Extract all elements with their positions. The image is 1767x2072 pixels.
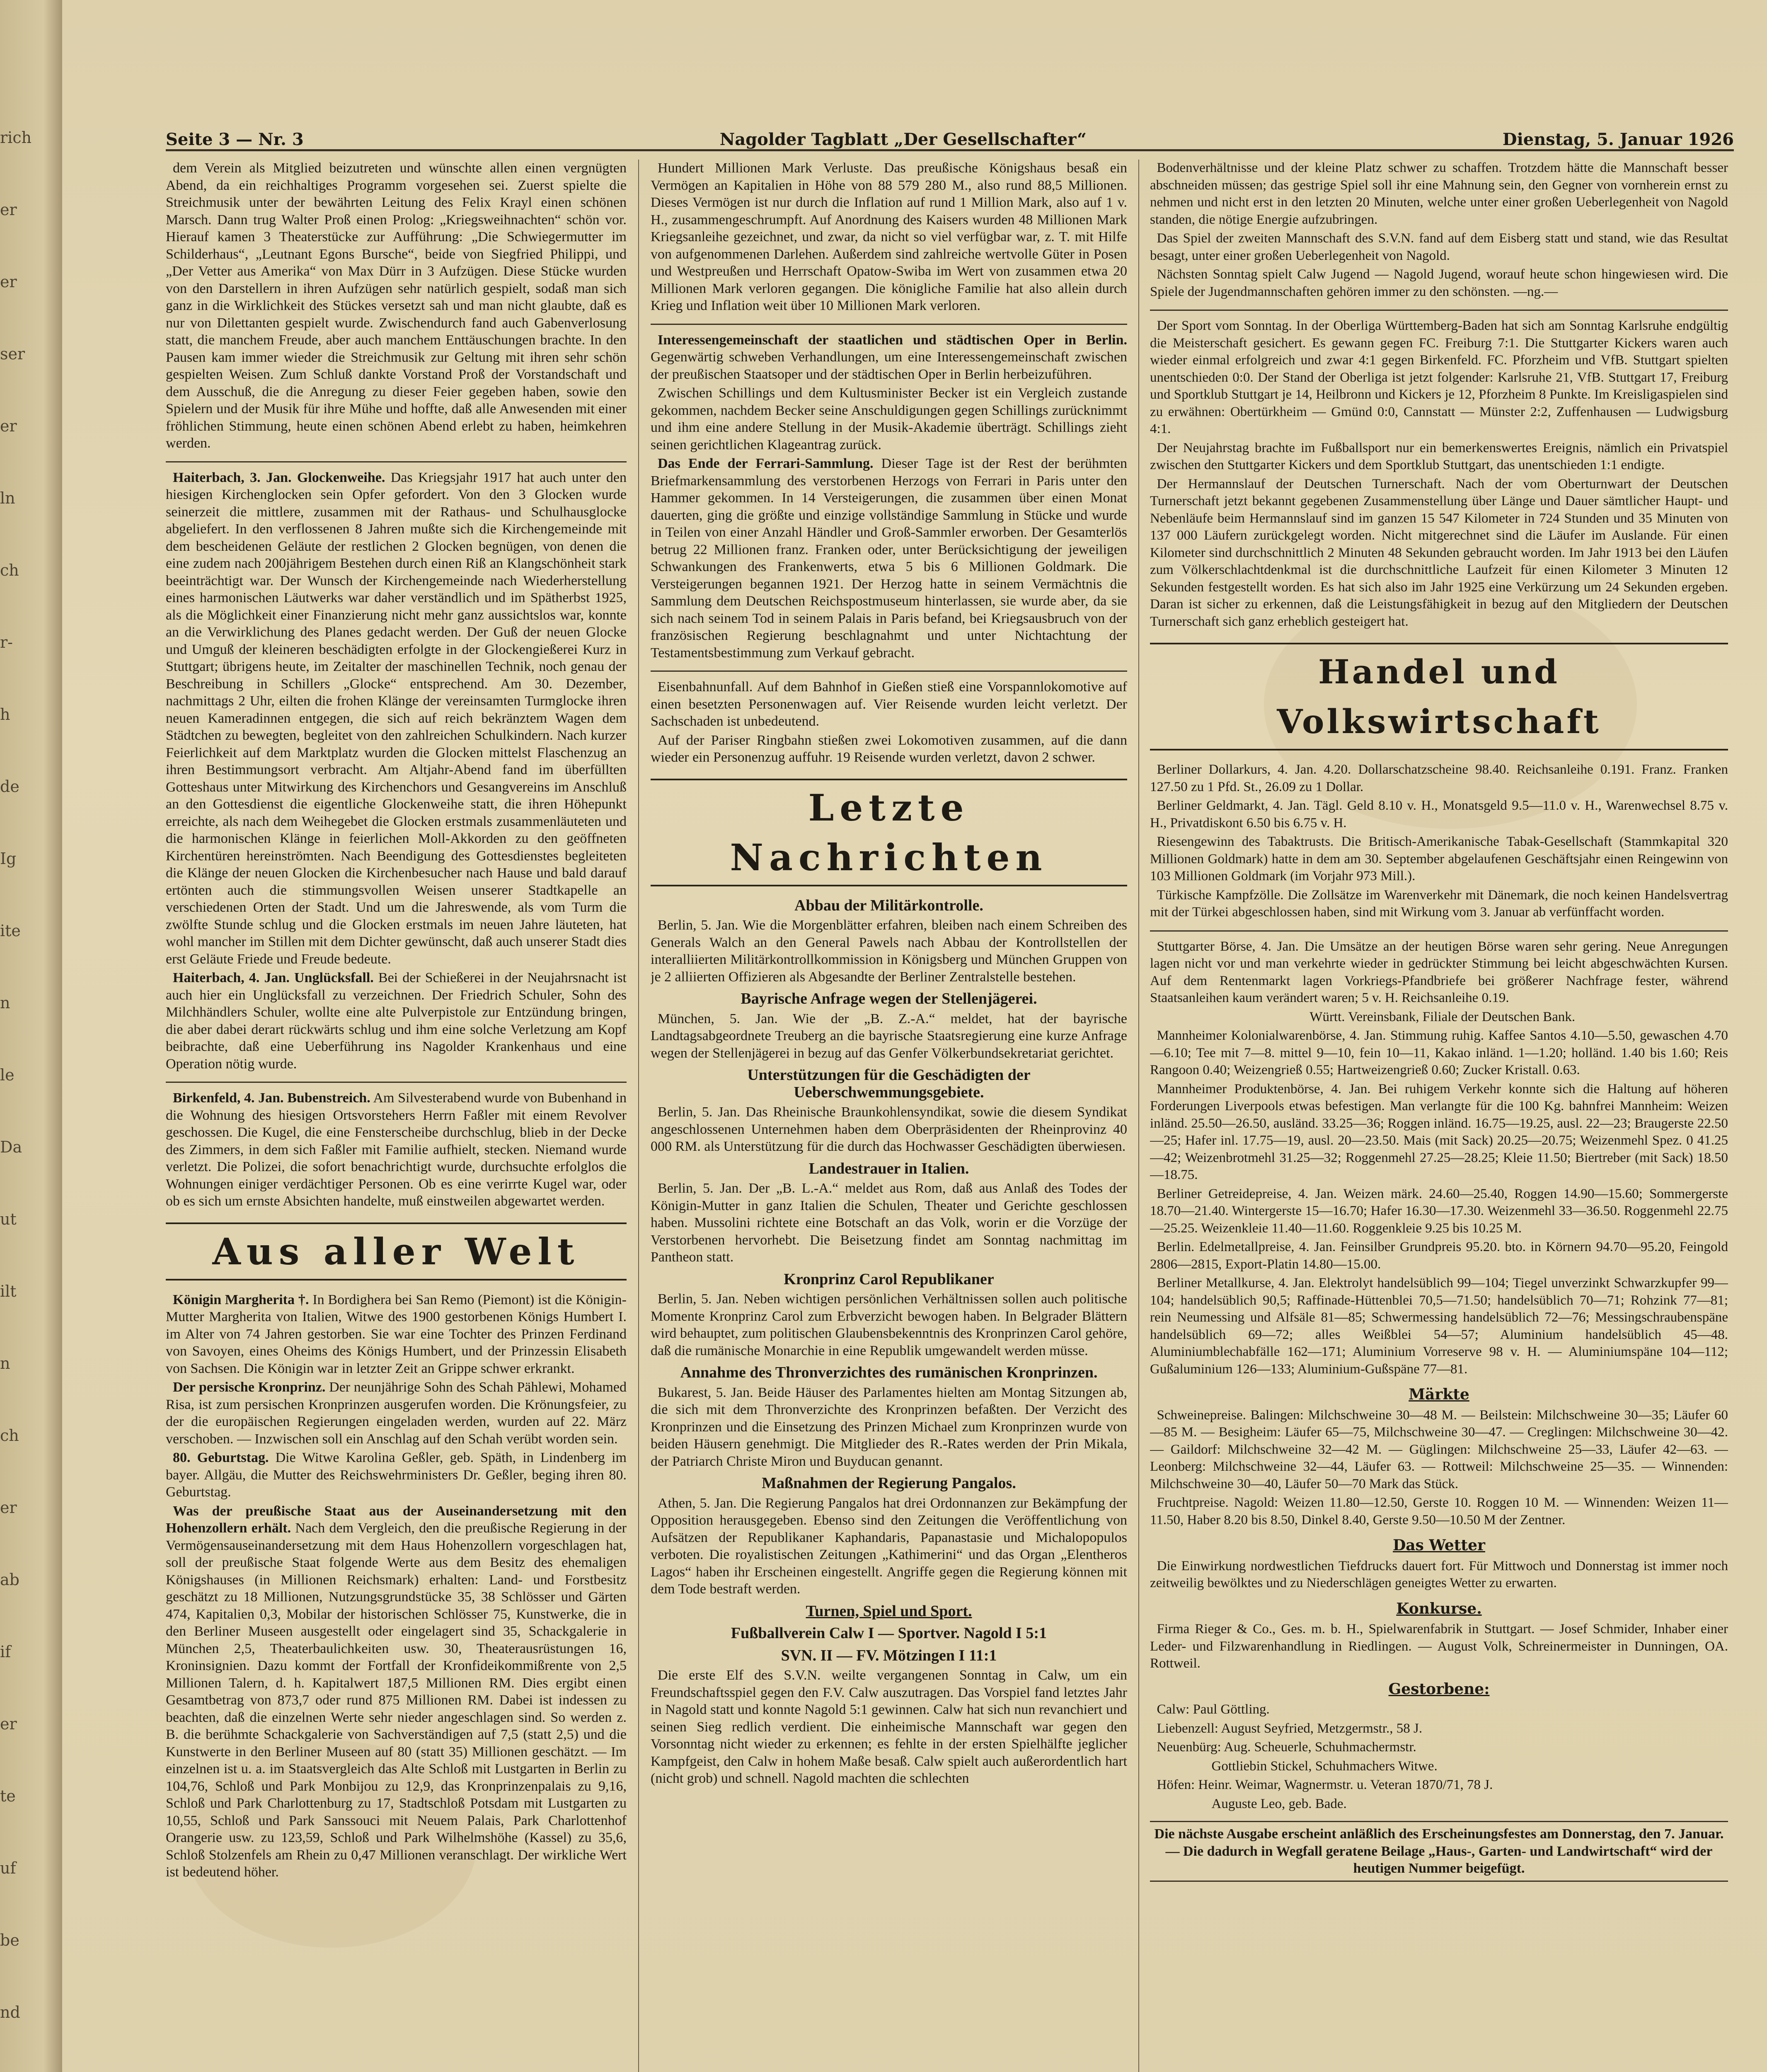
weather-text: Die Einwirkung nordwestlichen Tiefdrucks dauert fort. Für Mittwoch und Donnerstag ist immer noch zeitweilig bewölktes und zu Niederschlägen geneigtes Wetter zu erwarten.: [1150, 1558, 1728, 1590]
article-body: Das Kriegsjahr 1917 hat auch unter den hiesigen Kirchenglocken sein Opfer gefordert. Von den 3 Glocken wurde seinerzeit die mittlere, zusammen mit der Rathaus- und Schulhausglocke abgeliefert. In den verflossenen 8 Jahren mußte sich die Kirchengemeinde mit dem bescheidenen Geläute der restlichen 2 Glocken begnügen, von denen die eine zudem nach 200jährigem Bestehen durch einen Riß an Klangschönheit stark beeinträchtigt war. Der Wunsch der Kirchengemeinde nach Wiederherstellung eines harmonischen Läutwerks war daher verständlich und im Spätherbst 1925, als die Möglichkeit einer Finanzierung nicht mehr ganz aussichtslos war, konnte an die Verwirklichung des Planes gedacht werden. Der Guß der neuen Glocke und Umguß der kleineren beschädigten erfolgte in der Glockengießerei Kurz in Stuttgart; übrigens heute, im Zeitalter der maschinellen Technik, noch genau der Beschreibung in Schillers „Glocke“ entsprechend. Am 30. Dezember, nachmittags 2 Uhr, eilten die frohen Klänge der vereinsamten Turmglocke ihren neuen Kameradinnen entgegen, die sich auf reich bekränztem Wagen dem Städtchen zu bewegten, begleitet von den zahlreichen Schulkindern. Nach kurzer Feierlichkeit auf dem Marktplatz wurden die Glocken mittelst Flaschenzug an ihren Bestimmungsort verbracht. Am Altjahr-Abend fand im überfüllten Gotteshaus unter Mitwirkung des Kirchenchors und Gesangvereins im Anschluß an den Gottesdienst die eigentliche Glockenweihe statt, die ihren Höhepunkt erreichte, als nach dem Weihegebet die Glocken erstmals zusammenläuteten und die harmonischen Klänge in feierlichen Moll-Akkorden zu den geöffneten Kirchentüren hereinströmten. Nach Beendigung des Gottesdienstes begleiteten die Klänge der neuen Glocken die Kirchenbesucher nach Hause und bald darauf ertönten auch die stimmungsvollen Weisen unserer Stadtkapelle an verschiedenen Orten der Stadt. Und um die Jahreswende, als vom Turm die zwölfte Stunde schlug und die Glocken erstmals im neuen Jahre läuteten, hat wohl mancher im Stillen mit dem Dichter gewünscht, daß auch unserer Stadt dies erst Geläute Friede und Freude bedeute.: [166, 470, 627, 967]
article-body: Bukarest, 5. Jan. Beide Häuser des Parlamentes hielten am Montag Sitzungen ab, die sich mit dem Thronverzichte des Kronprinzen befaßten. Der Verzicht des Kronprinzen und die Einsetzung des Prinzen Michael zum Kronprinzen wurde von beiden Häusern genehmigt. Die Mitglieder des R.-Rates werden der Prin Mikala, der Patriarch Christe Miron und Buyducan genannt.: [651, 1385, 1127, 1469]
market-frucht: Fruchtpreise. Nagold: Weizen 11.80—12.50, Gerste 10. Roggen 10 M. — Winnenden: Weizen 11—11.50, Haber 8.20 bis 8.50, Dinkel 8.40, Gerste 9.50—10.50 M der Zentner.: [1150, 1495, 1728, 1527]
obituary-entry: Liebenzell: August Seyfried, Metzgermstr., 58 J.: [1157, 1721, 1423, 1736]
article-verein-cont: dem Verein als Mitglied beizutreten und wünschte allen einen vergnügten Abend, da ein reichhaltiges Programm vorgesehen sei. Zuerst spielte die Streichmusik unter der bewährten Leitung des Felix Krayl einen schönen Marsch. Dann trug Walter Proß einen Prolog: „Kriegsweihnachten“ schön vor. Hierauf kamen 3 Theaterstücke zur Aufführung: „Die Schwiegermutter im Schilderhaus“, „Leutnant Egons Bursche“, beide von Siegfried Philippi, und „Der Vetter aus Amerika“ von Max Dürr in 3 Aufzügen. Diese Stücke wurden von den Darstellern in ihren Aufzügen sehr natürlich gespielt, sodaß man sich ganz in die Wirklichkeit des Stückes versetzt sah und man nicht glaubte, daß es nur von Dilettanten gespielt wurde. Zwischendurch fand auch Gabenverlosung statt, die manchem Freude, aber auch manchem Enttäuschungen brachte. In den Pausen kam immer wieder die Streichmusik zur Geltung mit ihren sehr schön gespielten Weisen. Zum Schluß dankte Vorstand Proß der Vorstandschaft und dem Ausschuß, die die Anregung zu dieser Feier gegeben haben, sowie den Spielern und der Musik für ihre Mühe und hoffte, daß alle Anwesenden mit einer fröhlichen Stimmung, heute einen schönen Abend erlebt zu haben, heimkehren werden.: [166, 160, 627, 451]
article-lead: Was der preußische Staat aus der Auseinandersetzung mit den Hohenzollern erhält.: [166, 1503, 627, 1536]
article-hermannslauf: Der Hermannslauf der Deutschen Turnerschaft. Nach der vom Oberturnwart der Deutschen Turnerschaft jetzt bekannt gegebenen Zusammenstellung über Länge und Dauer sämtlicher Haupt- und Nebenläufe beim Hermannslauf sind im ganzen 15 547 Kilometer in 724 Stunden und 35 Minuten von 137 000 Läufern zurückgelegt worden. Nicht mitgerechnet sind die Läufer im Auslande. Für einen Kilometer sind durchschnittlich 2 Minuten 48 Sekunden gebraucht worden. Im Jahr 1913 bei den Läufen zum Völkerschlachtdenkmal ist die durchschnittliche Laufzeit für einen Kilometer 3 Minuten 12 Sekunden festgestellt worden. Es hat sich also im Jahr 1925 eine Verkürzung um 24 Sekunden ergeben. Daran ist sicher zu erkennen, daß die Leistungsfähigkeit in bezug auf den Mitgliedern der Deutschen Turnerschaft sich ganz erheblich gesteigert hat.: [1150, 476, 1728, 629]
konkurse-text: Firma Rieger & Co., Ges. m. b. H., Spielwarenfabrik in Stuttgart. — Josef Schmider, Inhaber einer Leder- und Filzwarenhandlung in Riedlingen. — August Volk, Schreinermeister in Dunningen, OA. Rottweil.: [1150, 1622, 1728, 1671]
article-lead: Haiterbach, 4. Jan. Unglücksfall.: [173, 970, 374, 985]
previous-page-fragment: nd: [0, 2003, 20, 2021]
divider: [651, 670, 1127, 672]
article-bubenstreich: [166, 1089, 627, 1210]
previous-page-fragment: de: [0, 777, 19, 796]
publication-notice: Die nächste Ausgabe erscheint anläßlich des Erscheinungsfestes am Donnerstag, den 7. Januar. — Die dadurch in Wegfall geratene Beilage „Haus-, Garten- und Landwirtschaft“ wird der heutigen Nummer beigefügt.: [1150, 1821, 1728, 1882]
column-rule: [638, 160, 639, 2072]
market-tuerkei: Türkische Kampfzölle. Die Zollsätze im Warenverkehr mit Dänemark, die noch keinen Handelsvertrag mit der Türkei abgeschlossen haben, sind mit Wirkung vom 3. Januar ab verfünffacht worden.: [1150, 887, 1728, 920]
headline: Annahme des Thronverzichtes des rumänischen Kronprinzen.: [680, 1364, 1098, 1381]
market-produkten: Mannheimer Produktenbörse, 4. Jan. Bei ruhigem Verkehr konnte sich die Haltung auf höheren Forderungen Liverpools etwas befestigen. Man verlangte für die 100 Kg. bahnfrei Mannheim: Weizen inländ. 25.50—26.50, ausländ. 33.25—36; Roggen inländ. 16.75—19.25, ausl. 22—23; Braugerste 22.50—25; Hafer inl. 17.75—19, ausl. 20—23.50. Mais (mit Sack) 20.25—20.75; Weizenmehl Spez. 0 41.25—42; Weizenbrotmehl 31.25—32; Roggenmehl 27.25—28.25; Kleie 11.50; Biertreber (mit Sack) 18.50—18.75.: [1150, 1081, 1728, 1182]
previous-page-fragment: h: [0, 705, 10, 724]
issue-date: Dienstag, 5. Januar 1926: [1502, 130, 1734, 149]
divider: [1150, 930, 1728, 932]
article-lead: Königin Margherita †.: [173, 1292, 309, 1307]
article-body: Nächsten Sonntag spielt Calw Jugend — Nagold Jugend, worauf heute schon hingewiesen wird. Die Spiele der Jugendmannschaften gehören immer zu den schönsten. —ng.—: [1150, 267, 1728, 299]
article-hohenzollern: [166, 1503, 627, 1881]
article-body: Berlin, 5. Jan. Der „B. L.-A.“ meldet aus Rom, daß aus Anlaß des Todes der Königin-Mutter in ganz Italien die Schulen, Theater und Gerichte geschlossen haben. Mussolini richtete eine Botschaft an das Volk, worin er die Vorzüge der Verstorbenen hervorhebt. Die Beisetzung findet am Sonntag nachmittag im Pantheon statt.: [651, 1181, 1127, 1265]
previous-page-fragment: if: [0, 1643, 11, 1661]
obituary-entry: Neuenbürg: Aug. Scheuerle, Schuhmachermstr.: [1157, 1740, 1416, 1755]
article-lead: Interessengemeinschaft der staatlichen und städtischen Oper in Berlin.: [658, 332, 1127, 348]
previous-page-fragment: ut: [0, 1210, 17, 1228]
market-boerse-source: Württ. Vereinsbank, Filiale der Deutschen Bank.: [1310, 1009, 1576, 1024]
article-body: Auf dem Bahnhof in Gießen stieß eine Vorspannlokomotive auf einen besetzten Personenwagen auf. Vier Reisende wurden leicht verletzt. Der Sachschaden ist unbedeutend.: [651, 679, 1127, 729]
section-title-letzte-nachrichten: Letzte Nachrichten: [651, 779, 1127, 886]
article-body: Dieser Tage ist der Rest der berühmten Briefmarkensammlung des verstorbenen Herzogs von Ferrari in Paris unter den Hammer gekommen. In 14 Versteigerungen, die zusammen über einen Monat dauerten, ging die größte und einzige vollständige Sammlung in Stücke und wurde in Teilen von einer Anzahl Händler und Groß-Sammler erworben. Der Gesamterlös betrug 22 Millionen franz. Franken oder, unter Berücksichtigung der jeweiligen Schwankungen des Frankenwerts, etwa 5 bis 6 Millionen Goldmark. Die Versteigerungen begannen 1921. Der Herzog hatte in seinem Vermächtnis die Sammlung dem Deutschen Reichspostmuseum hinterlassen, sie wurde aber, da sie sich nach seinem Tod in seinem Palais in Paris befand, bei Kriegsausbruch von der französischen Regierung beschlagnahmt und unter Nichtachtung der Testamentsbestimmung zum Verkauf gebracht.: [651, 456, 1127, 661]
article-lead: 80. Geburtstag.: [173, 1450, 269, 1465]
previous-page-fragment: er: [0, 1498, 17, 1517]
article-body: Der neunjährige Sohn des Schah Pählewi, Mohamed Risa, ist zum persischen Kronprinzen ausgerufen worden. Die Krönungsfeier, zu der die europäischen Regierungen eingeladen werden, wurden auf 22. März verschoben. — Inzwischen soll ein Anschlag auf den Schah verübt worden sein.: [166, 1380, 627, 1447]
previous-page-fragment: le: [0, 1066, 15, 1084]
previous-page-fragment: ln: [0, 489, 15, 507]
previous-page-fragment: er: [0, 417, 17, 435]
headline-maerkte: Märkte: [1409, 1386, 1469, 1403]
divider: [651, 324, 1127, 325]
previous-page-fragment: be: [0, 1931, 19, 1949]
headline: Maßnahmen der Regierung Pangalos.: [762, 1474, 1016, 1492]
headline: Abbau der Militärkontrolle.: [794, 896, 983, 914]
divider: [166, 1082, 627, 1083]
previous-page-fragment: ch: [0, 1426, 19, 1445]
previous-page-edge: [0, 0, 62, 2072]
article-body: Das Spiel der zweiten Mannschaft des S.V.N. fand auf dem Eisberg statt und stand, wie das Resultat besagt, unter einer großen Ueberlegenheit von Nagold.: [1150, 231, 1728, 263]
column-3: [1150, 160, 1728, 2072]
previous-page-fragment: ite: [0, 922, 21, 940]
obituary-entry: Höfen: Heinr. Weimar, Wagnermstr. u. Veteran 1870/71, 78 J.: [1157, 1777, 1493, 1792]
column-2: [651, 160, 1127, 2072]
column-1: [166, 160, 627, 2072]
previous-page-fragment: Ig: [0, 850, 17, 868]
article-geburtstag: [166, 1449, 627, 1501]
article-hundert-millionen: Hundert Millionen Mark Verluste. Das preußische Königshaus besaß ein Vermögen an Kapitalien in Höhe von 88 579 280 M., also rund 88,5 Millionen. Dieses Vermögen ist nur durch die Inflation auf rund 1 Million Mark, also auf 1 v. H., zusammengeschrumpft. Auf Anordnung des Kaisers wurden 48 Millionen Mark Kriegsanleihe gezeichnet, und zwar, da nicht so viel verfügbar war, z. T. mit Hilfe von aufgenommenen Darlehen. Außerdem sind zahlreiche wertvolle Güter in Posen und Westpreußen und Herrschaft Opatow-Swiba im Wert von zusammen etwa 20 Millionen Mark verloren gegangen. Die königliche Familie hat also allein durch Krieg und Inflation weit über 10 Millionen Mark verloren.: [651, 160, 1127, 313]
article-oper: [651, 332, 1127, 383]
previous-page-fragment: te: [0, 1787, 16, 1805]
column-rule: [1138, 160, 1139, 2072]
newspaper-page: [62, 0, 1767, 2072]
previous-page-fragment: n: [0, 994, 10, 1012]
article-body: Bei der Schießerei in der Neujahrsnacht ist auch hier ein Unglücksfall zu verzeichnen. Der Friedrich Schuler, Sohn des Milchhändlers Schuler, wollte eine alte Pulverpistole zur Entzündung bringen, die aber dabei derart rückwärts schlug und ihm eine solche Verletzung am Kopf beibrachte, daß eine Ueberführung ins Nagolder Krankenhaus und eine Operation nötig wurde.: [166, 970, 627, 1072]
headline: Bayrische Anfrage wegen der Stellenjägerei.: [741, 990, 1037, 1007]
article-body: Berlin, 5. Jan. Das Rheinische Braunkohlensyndikat, sowie die diesem Syndikat angeschlossenen Unternehmen haben dem Oberpräsidenten der Rheinprovinz 40 000 RM. als Unterstützung für die durch das Hochwasser Geschädigten überwiesen.: [651, 1104, 1127, 1154]
headline-sport: Turnen, Spiel und Sport.: [806, 1602, 972, 1620]
market-getreide: Berliner Getreidepreise, 4. Jan. Weizen märk. 24.60—25.40, Roggen 14.90—15.60; Sommergerste 18.70—21.40. Wintergerste 15—16.70; Hafer 16.30—17.30. Weizenmehl 33—36.50. Roggenmehl 22.75—25.25. Weizenkleie 11.40—11.60. Roggenkleie 9.25 bis 10.25 M.: [1150, 1186, 1728, 1236]
sport-result: Fußballverein Calw I — Sportver. Nagold I 5:1: [731, 1624, 1047, 1642]
article-ringbahn: Auf der Pariser Ringbahn stießen zwei Lokomotiven zusammen, auf die dann wieder ein Personenzug auffuhr. 19 Reisende wurden verletzt, davon 2 schwer.: [651, 732, 1127, 765]
market-metall: Berliner Metallkurse, 4. Jan. Elektrolyt handelsüblich 99—104; Tiegel unverzinkt Schwarzkupfer 99—104; handelsüblich 90,5; Raffinade-Hüttenblei 70,5—71.50; handelsüblich 70—71; Rohzink 77—81; rein Neumessing und Alfsäle 81—85; Schwermessing handelsüblich 72—76; Messingschraubenspäne handelsüblich 69—72; alles Weißblei 54—57; Aluminium handelsüblich 45—48. Aluminiumblechabfälle 162—171; Aluminium Vorreserve 98 v. H. — Aluminiumspäne 104—112; Gußaluminium 126—133; Aluminium-Gußspäne 77—81.: [1150, 1276, 1728, 1377]
article-ferrari: [651, 455, 1127, 661]
previous-page-fragment: ilt: [0, 1282, 17, 1300]
previous-page-fragment: n: [0, 1354, 10, 1372]
article-body: Die erste Elf des S.V.N. weilte vergangenen Sonntag in Calw, um ein Freundschaftsspiel gegen den F.V. Calw auszutragen. Das Vorspiel fand letztes Jahr in Nagold statt und konnte Nagold 5:1 gewinnen. Calw hat sich nun revanchiert und seinen Sieg redlich verdient. Die einheimische Mannschaft war gegen den Vorsonntag nicht wieder zu erkennen; es fehlte in der ersten Spielhälfte jeglicher Kampfgeist, den Calw in hohem Maße besaß. Calw spielt auch außerordentlich hart (nicht grob) und schnell. Nagold machten die schlechten: [651, 1668, 1127, 1786]
sport-result: SVN. II — FV. Mötzingen I 11:1: [781, 1646, 997, 1664]
article-unglucksfall: [166, 969, 627, 1072]
article-body: München, 5. Jan. Wie der „B. Z.-A.“ meldet, hat der bayrische Landtagsabgeordnete Treuberg an die bayrische Staatsregierung eine kurze Anfrage wegen der Stellenjägerei in bezug auf das Genfer Völkerbundsekretariat gerichtet.: [651, 1011, 1127, 1061]
article-body: Am Silvesterabend wurde von Bubenhand in die Wohnung des hiesigen Ortsvorstehers Herrn Faßler mit einem Revolver geschossen. Die Kugel, die eine Fensterscheibe durchschlug, blieb in der Decke des Zimmers, in dem sich Faßler mit Familie aufhielt, stecken. Niemand wurde verletzt. Die Polizei, die sofort benachrichtigt wurde, durchsuchte erfolglos die Wohnungen einiger verdächtiger Personen. Ob es eine verirrte Kugel war, oder ob es sich um ernste Absichten handelte, muß einstweilen abgewartet werden.: [166, 1090, 627, 1209]
obituary-entry: Auguste Leo, geb. Bade.: [1211, 1796, 1347, 1811]
market-kolonial: Mannheimer Kolonialwarenbörse, 4. Jan. Stimmung ruhig. Kaffee Santos 4.10—5.50, gewaschen 4.70—6.10; Tee mit 7—8. mittel 9—10, fein 10—11, Kakao inländ. 1—1.20; holländ. 1.40 bis 1.60; Reis Rangoon 0.40; Weizengrieß 0.55; Hartweizengrieß 0.60; Zucker Kristall. 0.63.: [1150, 1028, 1728, 1077]
article-lead: Haiterbach, 3. Jan. Glockenweihe.: [173, 470, 385, 485]
headline: Landestrauer in Italien.: [808, 1159, 969, 1177]
previous-page-fragment: ch: [0, 561, 19, 579]
page-number: Seite 3 — Nr. 3: [166, 130, 304, 149]
headline-gestorbene: Gestorbene:: [1388, 1680, 1490, 1698]
market-boerse: Stuttgarter Börse, 4. Jan. Die Umsätze an der heutigen Börse waren sehr gering. Neue Anregungen lagen nicht vor und man verkehrte wieder in gedrückter Stimmung bei leicht abgeschwächten Kursen. Auf dem Rentenmarkt lagen Vorkriegs-Pfandbriefe bei größerer Nachfrage fester, während Staatsanleihen kaum verändert waren; 5 v. H. Reichsanleihe 0.19.: [1150, 939, 1728, 1005]
article-eisenbahnunfall: [651, 678, 1127, 730]
article-sport-cont: Bodenverhältnisse und der kleine Platz schwer zu schaffen. Trotzdem hätte die Mannschaft besser abschneiden müssen; das gestrige Spiel soll ihr eine Mahnung sein, den Gegner von vornherein ernst zu nehmen und nicht erst in den letzten 20 Minuten, welche unter einer großen Ueberlegenheit von Nagold standen, die nötige Energie aufzubringen.: [1150, 160, 1728, 227]
article-kronprinz-persien: [166, 1379, 627, 1447]
page-header: [166, 112, 1734, 151]
article-margherita: [166, 1291, 627, 1377]
article-sport-sonntag: Der Sport vom Sonntag. In der Oberliga Württemberg-Baden hat sich am Sonntag Karlsruhe endgültig die Meisterschaft gesichert. Es gewann gegen FC. Freiburg 7:1. Die Stuttgarter Kickers waren auch wieder einmal erfolgreich und zwar 4:1 gegen Birkenfeld. FC. Pforzheim und VfB. Stuttgart spielten unentschieden 0:0. Der Stand der Oberliga ist jetzt folgender: Karlsruhe 21, VfB. Stuttgart 17, Freiburg und Sportklub Stuttgart je 14, Heilbronn und Kickers je 12, Pforzheim 8 Punkte. Im Kreisligaspielen sind zu erwähnen: Obertürkheim — Gmünd 0:0, Cannstatt — Münster 2:2, Zuffenhausen — Ludwigsburg 4:1.: [1150, 318, 1728, 436]
previous-page-fragment: er: [0, 273, 17, 291]
previous-page-fragment: er: [0, 1715, 17, 1733]
headline: Unterstützungen für die Geschädigten der Ueberschwemmungsgebiete.: [747, 1066, 1031, 1101]
previous-page-fragment: uf: [0, 1859, 16, 1877]
headline-wetter: Das Wetter: [1393, 1537, 1485, 1554]
obituary-entry: Gottliebin Stickel, Schuhmachers Witwe.: [1211, 1758, 1438, 1774]
previous-page-fragment: ser: [0, 345, 25, 363]
article-body: Athen, 5. Jan. Die Regierung Pangalos hat drei Ordonnanzen zur Bekämpfung der Opposition herausgegeben. Ebenso sind den Zeitungen die Veröffentlichung von Aufsätzen der Republikaner Kaphandaris, Papanastasie und Michalopopulos verboten. Die royalistischen Zeitungen „Kathimerini“ und das Organ „Elentheros Lagos“ haben ihr Erscheinen eingestellt. Angriffe gegen die Regierung können mit dem Tode bestraft werden.: [651, 1495, 1127, 1597]
previous-page-fragment: er: [0, 201, 17, 219]
previous-page-fragment: Da: [0, 1138, 22, 1156]
divider: [166, 461, 627, 462]
previous-page-fragment: rich: [0, 128, 32, 147]
article-lead: Das Ende der Ferrari-Sammlung.: [658, 456, 874, 471]
article-body: Gegenwärtig schweben Verhandlungen, um eine Interessengemeinschaft zwischen der preußischen Staatsoper und der städtischen Oper in Berlin herbeizuführen.: [651, 349, 1127, 382]
previous-page-fragment: r-: [0, 633, 13, 651]
previous-page-fragment: ab: [0, 1571, 19, 1589]
section-title-aus-aller-welt: Aus aller Welt: [166, 1222, 627, 1280]
article-body: In Bordighera bei San Remo (Piemont) ist die Königin-Mutter Margherita von Italien, Witwe des 1900 gestorbenen Königs Humbert I. im Alter von 74 Jahren gestorben. Sie war eine Tochter des Prinzen Ferdinand von Savoyen, eines Oheims des Königs Humbert, und der Prinzessin Elisabeth von Sachsen. Die Königin war in letzter Zeit an Grippe schwer erkrankt.: [166, 1292, 627, 1376]
market-schweine: Schweinepreise. Balingen: Milchschweine 30—48 M. — Beilstein: Milchschweine 30—35; Läufer 60—85 M. — Besigheim: Läufer 65—75, Milchschweine 30—47. — Creglingen: Milchschweine 30—42. — Gaildorf: Milchschweine 32—42 M. — Güglingen: Milchschweine 25—33, Läufer 42—63. — Leonberg: Milchschweine 32—44, Läufer 63. — Rottweil: Milchschweine 25—35. — Winnenden: Milchschweine 30—40, Läufer 50—70 Mark das Stück.: [1150, 1407, 1728, 1491]
article-schillings: Zwischen Schillings und dem Kultusminister Becker ist ein Vergleich zustande gekommen, nachdem Becker seine Anschuldigungen gegen Schillings zurücknimmt und ihm eine andere Stellung in der Musik-Akademie überträgt. Schillings zieht seinen gerichtlichen Klageantrag zurück.: [651, 385, 1127, 453]
headline: Kronprinz Carol Republikaner: [784, 1270, 994, 1288]
article-body: Berlin, 5. Jan. Wie die Morgenblätter erfahren, bleiben nach einem Schreiben des Generals Walch an den General Pawels nach Abbau der Kontrollstellen der interalliierten Militärkontrollkommission in Königsberg und München Gruppen von je 2 alliierten Offizieren als Abgesandte der Berliner Zentralstelle bestehen.: [651, 917, 1127, 985]
article-body: Nach dem Vergleich, den die preußische Regierung in der Vermögensauseinandersetzung mit dem Haus Hohenzollern vorgeschlagen hat, soll der preußische Staat folgende Werte aus dem Besitz des ehemaligen Königshauses (in Millionen Reichsmark) erhalten: Land- und Forstbesitz geschätzt zu 18 Millionen, Nutzungsgrundstücke 35, 38 Schlösser und Gärten 474, Kapitalien 0,3, Mobilar der historischen Schlösser 75, Kunstwerke, die in den Berliner Museen ausgestellt oder eingelagert sind 35, Schackgalerie in München 2,5, Theaterbaulichkeiten usw. 30, Theaterausrüstungen 16, Kroninsignien. Dazu kommt der Fortfall der Kronfideikommißrente von 2,5 Millionen Talern, d. h. Kapitalwert 187,5 Millionen RM. Dies ergibt einen Gesamtbetrag von 873,7 oder rund 875 Millionen RM. Dabei ist indessen zu beachten, daß die einzelnen Werte sehr nieder angeschlagen sind. So werden z. B. die berühmte Schackgalerie von Sachverständigen auf 7,5 (statt 2,5) und die Kunstwerte in den Berliner Museen auf 80 (statt 35) Millionen geschätzt. — Im einzelnen ist u. a. im Staatsvergleich das Alte Schloß mit Lustgarten in Berlin zu 104,76, Schloß und Park Monbijou zu 12,9, das Kronprinzenpalais zu 9,16, Schloß und Park Charlottenburg zu 17, Stadtschloß Potsdam mit Lustgarten zu 10,55, Schloß und Park Sanssouci mit Neuem Palais, Park Charlottenhof Orangerie usw. zu 123,59, Schloß und Park Wilhelmshöhe (Kassel) zu 35,6, Schloß Stolzenfels am Rhein zu 0,47 Millionen veranschlagt. Der wirkliche Wert ist bedeutend höher.: [166, 1520, 627, 1880]
article-glockenweihe: [166, 469, 627, 968]
article-lead: Der persische Kronprinz.: [173, 1380, 326, 1395]
headline-konkurse: Konkurse.: [1396, 1600, 1482, 1617]
section-title-handel: Handel und Volkswirtschaft: [1150, 643, 1728, 750]
obituary-entry: Calw: Paul Göttling.: [1157, 1702, 1270, 1717]
divider: [1150, 310, 1728, 311]
article-neujahr: Der Neujahrstag brachte im Fußballsport nur ein bemerkenswertes Ereignis, nämlich ein Privatspiel zwischen den Stuttgarter Kickers und dem Sportklub Stuttgart, das unentschieden 1:1 endigte.: [1150, 440, 1728, 472]
market-tabak: Riesengewinn des Tabaktrusts. Die Britisch-Amerikanische Tabak-Gesellschaft (Stammkapital 320 Millionen Goldmark) hatte in dem am 30. September abgelaufenen Geschäftsjahr einen Reingewinn von 103 Millionen Goldmark (im Vorjahr 973 Mill.).: [1150, 834, 1728, 884]
market-dollarkurs: Berliner Dollarkurs, 4. Jan. 4.20. Dollarschatzscheine 98.40. Reichsanleihe 0.191. Franz. Franken 127.50 zu 1 Pfd. St., 26.09 zu 1 Dollar.: [1150, 762, 1728, 794]
article-lead: Eisenbahnunfall.: [658, 679, 753, 695]
market-geldmarkt: Berliner Geldmarkt, 4. Jan. Tägl. Geld 8.10 v. H., Monatsgeld 9.5—11.0 v. H., Warenwechsel 8.75 v. H., Privatdiskont 6.50 bis 6.75 v. H.: [1150, 798, 1728, 830]
article-body: Die Witwe Karolina Geßler, geb. Späth, in Lindenberg im bayer. Allgäu, die Mutter des Reichswehrministers Dr. Geßler, beging ihren 80. Geburtstag.: [166, 1450, 627, 1500]
market-edelmetall: Berlin. Edelmetallpreise, 4. Jan. Feinsilber Grundpreis 95.20. bto. in Körnern 94.70—95.20, Feingold 2806—2815, Export-Platin 14.80—15.00.: [1150, 1239, 1728, 1272]
article-body: Berlin, 5. Jan. Neben wichtigen persönlichen Verhältnissen sollen auch politische Momente Kronprinz Carol zum Erbverzicht bewogen haben. In Belgrader Blättern wird behauptet, zum politischen Glaubensbekenntnis des Kronprinzen Carol gehöre, daß die rumänische Monarchie in eine Republik umgewandelt werden müsse.: [651, 1291, 1127, 1358]
newspaper-title: Nagolder Tagblatt „Der Gesellschafter“: [719, 130, 1087, 149]
article-lead: Birkenfeld, 4. Jan. Bubenstreich.: [173, 1090, 370, 1106]
